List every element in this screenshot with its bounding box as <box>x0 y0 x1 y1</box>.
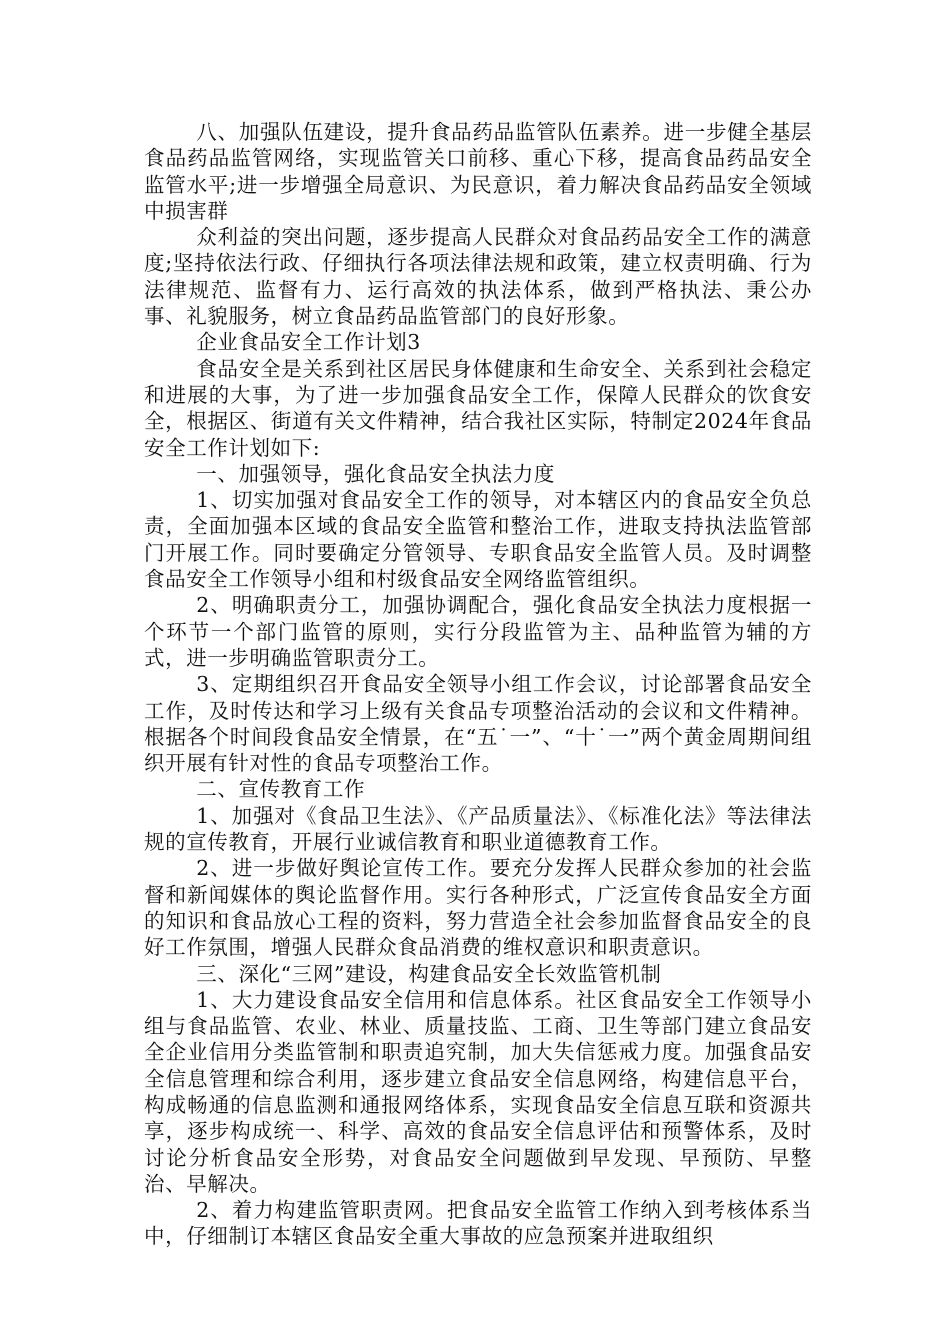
section-3-heading: 三、深化“三网”建设，构建食品安全长效监管机制 <box>196 961 662 986</box>
plan-3-heading: 企业食品安全工作计划3 <box>196 330 421 355</box>
section-3-item-1: 1、大力建设食品安全信用和信息体系。社区食品安全工作领导小组与食品监管、农业、林业、质量技监、工商、卫生等部门建立食品安全企业信用分类监管制和职责追究制，加大失信惩戒力度。加强食品安全信息管理和综合利用，逐步建立食品安全信息网络，构建信息平台，构成畅通的信息监测和通报网络体系，实现食品安全信息互联和资源共享，逐步构成统一、科学、高效的食品安全信息评估和预警体系，及时讨论分析食品安全形势，对食品安全问题做到早发现、早预防、早整治、早解决。 <box>144 987 812 1196</box>
section-3-item-2: 2、着力构建监管职责网。把食品安全监管工作纳入到考核体系当中，仔细制订本辖区食品安全重大事故的应急预案并进取组织 <box>144 1198 812 1249</box>
paragraph-section-8: 八、加强队伍建设，提升食品药品监管队伍素养。进一步健全基层食品药品监管网络，实现监管关口前移、重心下移，提高食品药品安全监管水平;进一步增强全局意识、为民意识，着力解决食品药品安全领域中损害群 <box>144 120 812 223</box>
section-1-item-1: 1、切实加强对食品安全工作的领导，对本辖区内的食品安全负总责，全面加强本区域的食品安全监管和整治工作，进取支持执法监管部门开展工作。同时要确定分管领导、专职食品安全监管人员。及时调整食品安全工作领导小组和村级食品安全网络监管组织。 <box>144 488 812 592</box>
section-1-item-3: 3、定期组织召开食品安全领导小组工作会议，讨论部署食品安全工作，及时传达和学习上级有关食品专项整治活动的会议和文件精神。根据各个时间段食品安全情景，在“五˙一”、“十˙一”两个黄金周期间组织开展有针对性的食品专项整治工作。 <box>144 672 812 776</box>
section-2-heading: 二、宣传教育工作 <box>196 777 366 802</box>
section-2-item-1: 1、加强对《食品卫生法》、《产品质量法》、《标准化法》等法律法规的宣传教育，开展行业诚信教育和职业道德教育工作。 <box>144 803 812 855</box>
paragraph-section-8-continued: 众利益的突出问题，逐步提高人民群众对食品药品安全工作的满意度;坚持依法行政、仔细执行各项法律法规和政策，建立权责明确、行为法律规范、监督有力、运行高效的执法体系，做到严格执法、秉公办事、礼貌服务，树立食品药品监管部门的良好形象。 <box>144 225 812 329</box>
plan-3-intro: 食品安全是关系到社区居民身体健康和生命安全、关系到社会稳定和进展的大事，为了进一步加强食品安全工作，保障人民群众的饮食安全，根据区、街道有关文件精神，结合我社区实际，特制定2024年食品安全工作计划如下: <box>144 356 812 460</box>
section-1-item-2: 2、明确职责分工，加强协调配合，强化食品安全执法力度根据一个环节一个部门监管的原则，实行分段监管为主、品种监管为辅的方式，进一步明确监管职责分工。 <box>144 593 812 670</box>
section-2-item-2: 2、进一步做好舆论宣传工作。要充分发挥人民群众参加的社会监督和新闻媒体的舆论监督作用。实行各种形式，广泛宣传食品安全方面的知识和食品放心工程的资料，努力营造全社会参加监督食品安全的良好工作氛围，增强人民群众食品消费的维权意识和职责意识。 <box>144 856 812 960</box>
section-1-heading: 一、加强领导，强化食品安全执法力度 <box>196 461 555 486</box>
document-body <box>144 119 812 1250</box>
